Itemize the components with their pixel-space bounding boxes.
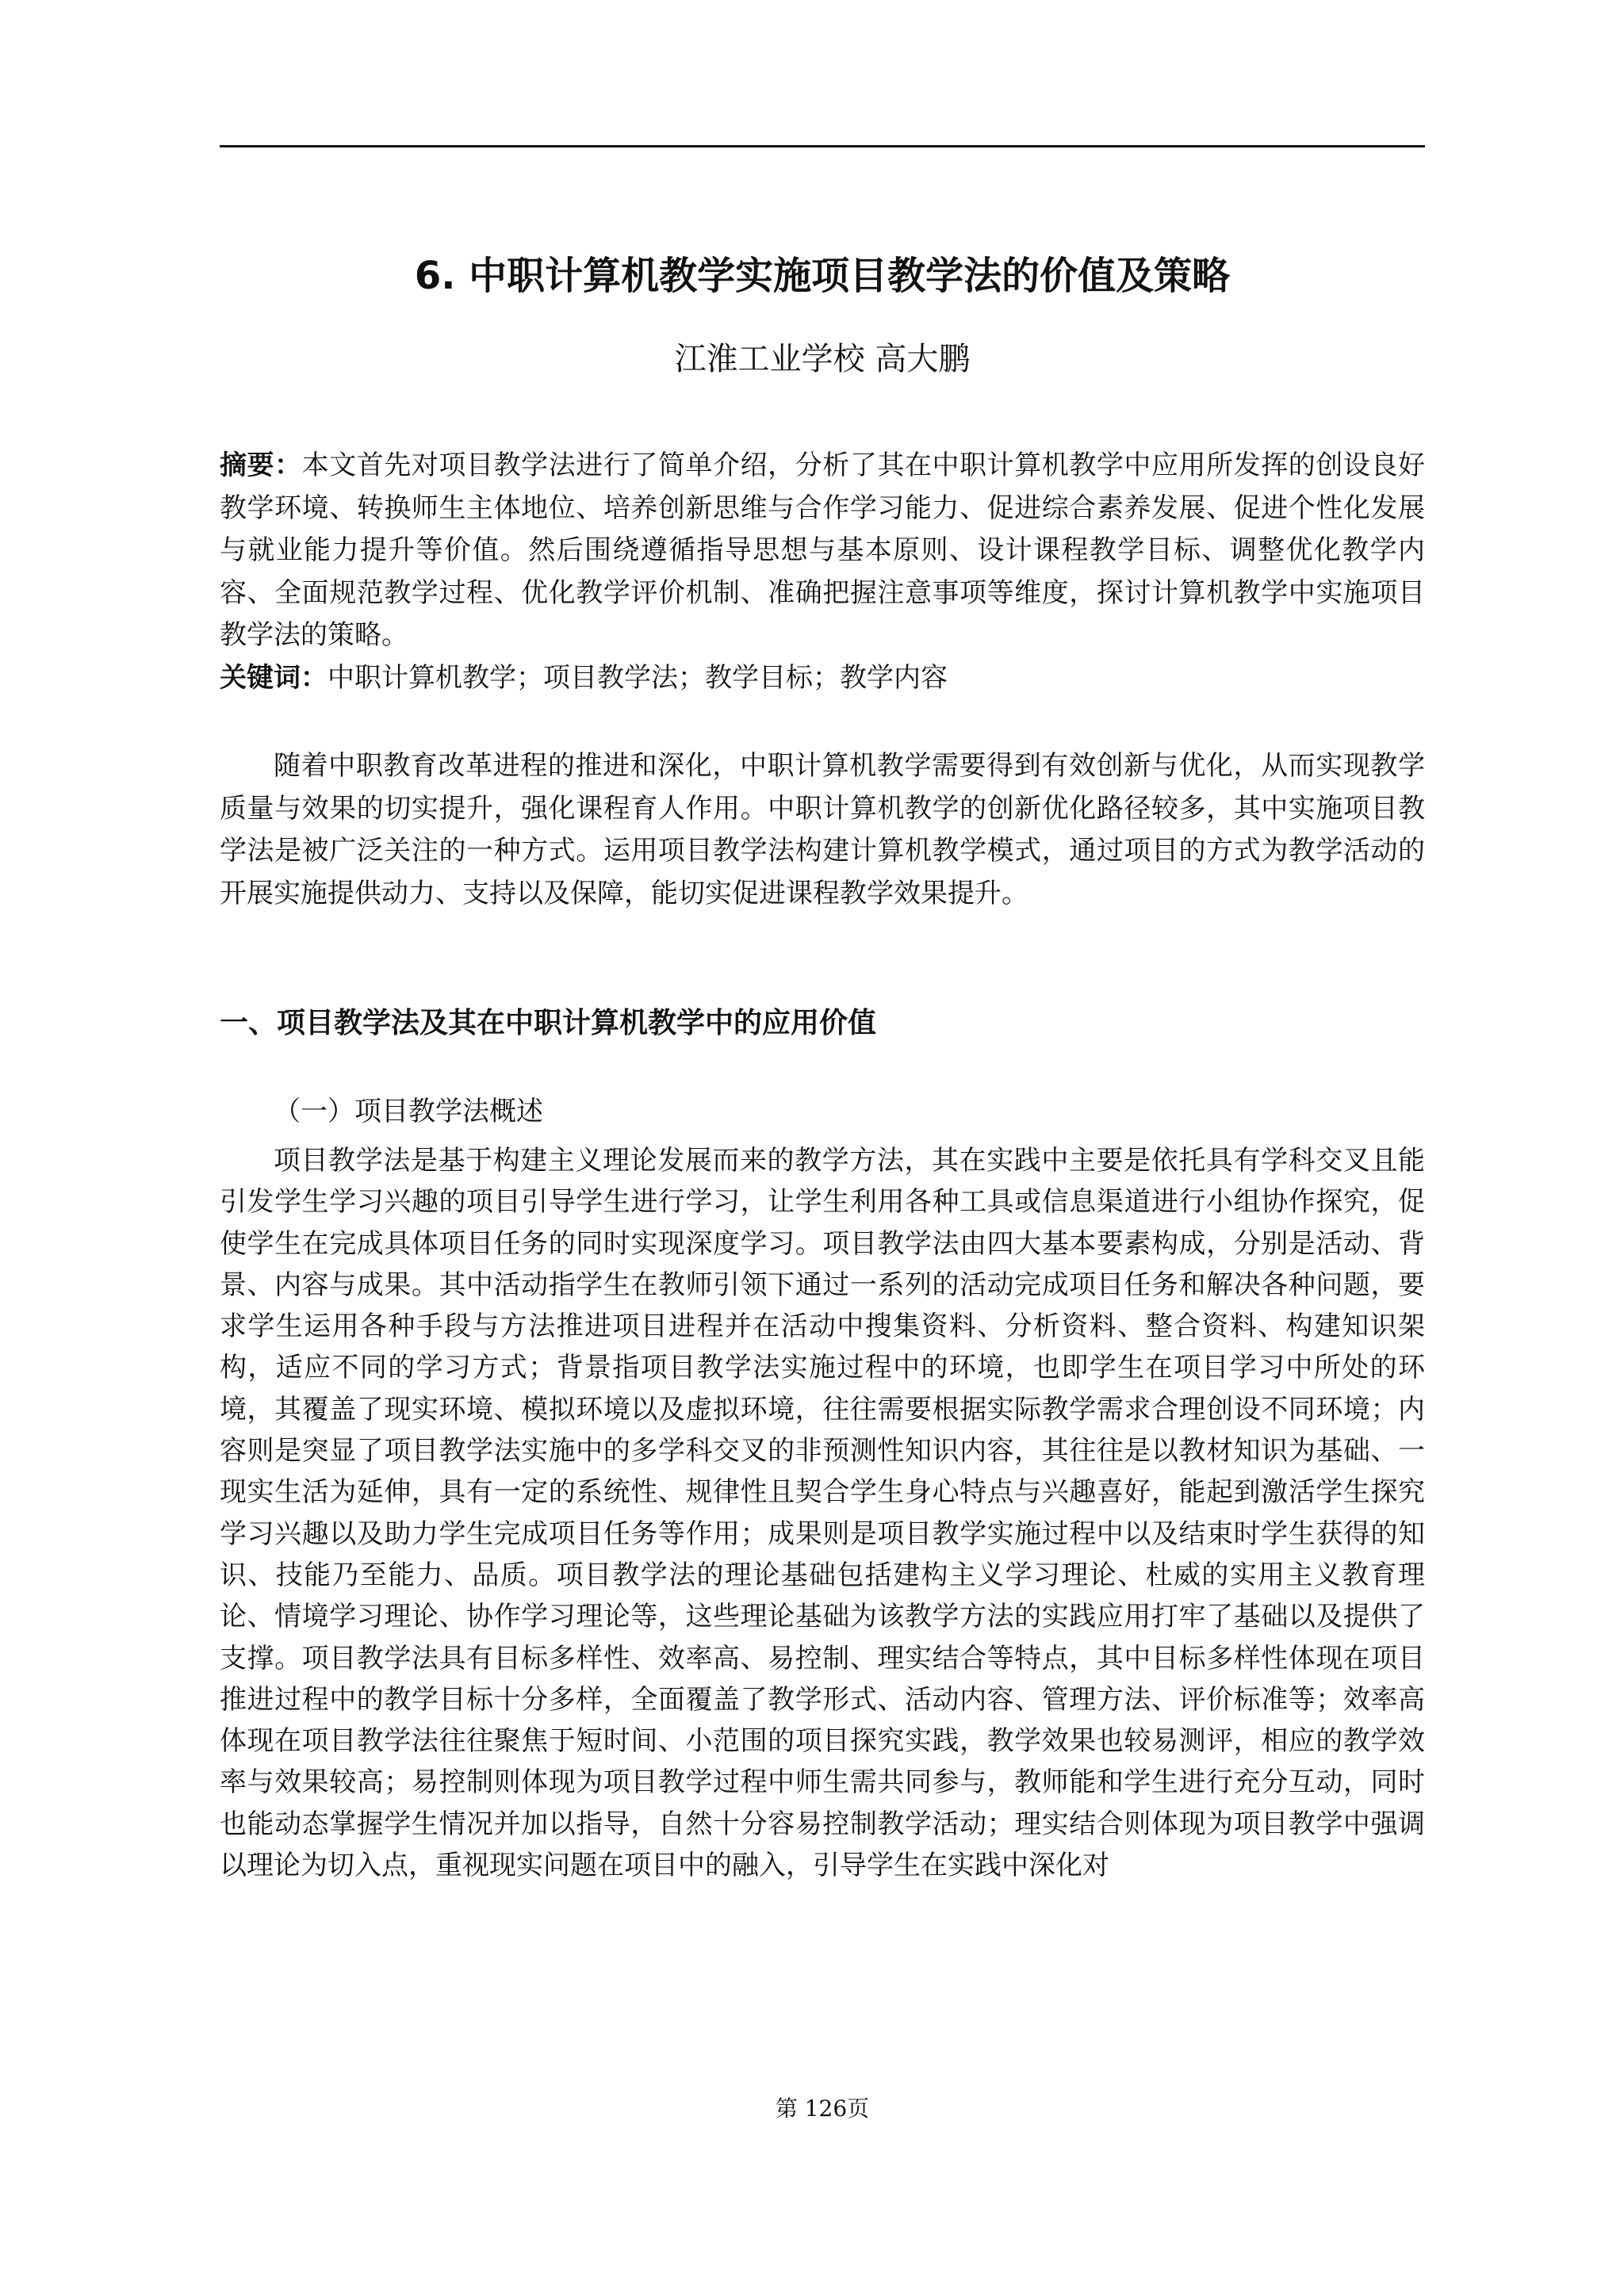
keywords-text: 中职计算机教学；项目教学法；教学目标；教学内容 — [327, 662, 948, 694]
author-line: 江淮工业学校 高大鹏 — [674, 341, 971, 377]
header-rule — [220, 145, 1425, 147]
page-number: 第 126页 — [775, 2095, 870, 2122]
body-paragraph: 项目教学法是基于构建主义理论发展而来的教学方法，其在实践中主要是依托具有学科交叉且能引发学生学习兴趣的项目引导学生进行学习，让学生利用各种工具或信息渠道进行小组协作探究，促使学生在完成具体项目任务的同时实现深度学习。项目教学法由四大基本要素构成，分别是活动、背景、内容与成果。其中活动指学生在教师引领下通过一系列的活动完成项目任务和解决各种问题，要求学生运用各种手段与方法推进项目进程并在活动中搜集资料、分析资料、整合资料、构建知识架构，适应不同的学习方式；背景指项目教学法实施过程中的环境，也即学生在项目学习中所处的环境，其覆盖了现实环境、模拟环境以及虚拟环境，往往需要根据实际教学需求合理创设不同环境；内容则是突显了项目教学法实施中的多学科交叉的非预测性知识内容，其往往是以教材知识为基础、一现实生活为延伸，具有一定的系统性、规律性且契合学生身心特点与兴趣喜好，能起到激活学生探究学习兴趣以及助力学生完成项目任务等作用；成果则是项目教学实施过程中以及结束时学生获得的知识、技能乃至能力、品质。项目教学法的理论基础包括建构主义学习理论、杜威的实用主义教育理论、情境学习理论、协作学习理论等，这些理论基础为该教学方法的实践应用打牢了基础以及提供了支撑。项目教学法具有目标多样性、效率高、易控制、理实结合等特点，其中目标多样性体现在项目推进过程中的教学目标十分多样，全面覆盖了教学形式、活动内容、管理方法、评价标准等；效率高体现在项目教学法往往聚焦于短时间、小范围的项目探究实践，教学效果也较易测评，相应的教学效率与效果较高；易控制则体现为项目教学过程中师生需共同参与，教师能和学生进行充分互动，同时也能动态掌握学生情况并加以指导，自然十分容易控制教学活动；理实结合则体现为项目教学中强调以理论为切入点，重视现实问题在项目中的融入，引导学生在实践中深化对 — [220, 1145, 1425, 1882]
intro-paragraph: 随着中职教育改革进程的推进和深化，中职计算机教学需要得到有效创新与优化，从而实现教学质量与效果的切实提升，强化课程育人作用。中职计算机教学的创新优化路径较多，其中实施项目教学法是被广泛关注的一种方式。运用项目教学法构建计算机教学模式，通过项目的方式为教学活动的开展实施提供动力、支持以及保障，能切实促进课程教学效果提升。 — [220, 750, 1425, 909]
abstract-label: 摘要： — [220, 450, 302, 481]
subsection-heading: （一）项目教学法概述 — [274, 1096, 543, 1127]
keywords — [220, 657, 1425, 700]
section-heading: 一、项目教学法及其在中职计算机教学中的应用价值 — [220, 1007, 877, 1039]
abstract — [220, 445, 1425, 657]
keywords-label: 关键词： — [220, 662, 327, 694]
article-title: 6. 中职计算机教学实施项目教学法的价值及策略 — [414, 254, 1231, 298]
document-page — [220, 0, 1425, 2296]
abstract-text: 本文首先对项目教学法进行了简单介绍，分析了其在中职计算机教学中应用所发挥的创设良好教学环境、转换师生主体地位、培养创新思维与合作学习能力、促进综合素养发展、促进个性化发展与就业能力提升等价值。然后围绕遵循指导思想与基本原则、设计课程教学目标、调整优化教学内容、全面规范教学过程、优化教学评价机制、准确把握注意事项等维度，探讨计算机教学中实施项目教学法的策略。 — [220, 450, 1426, 651]
